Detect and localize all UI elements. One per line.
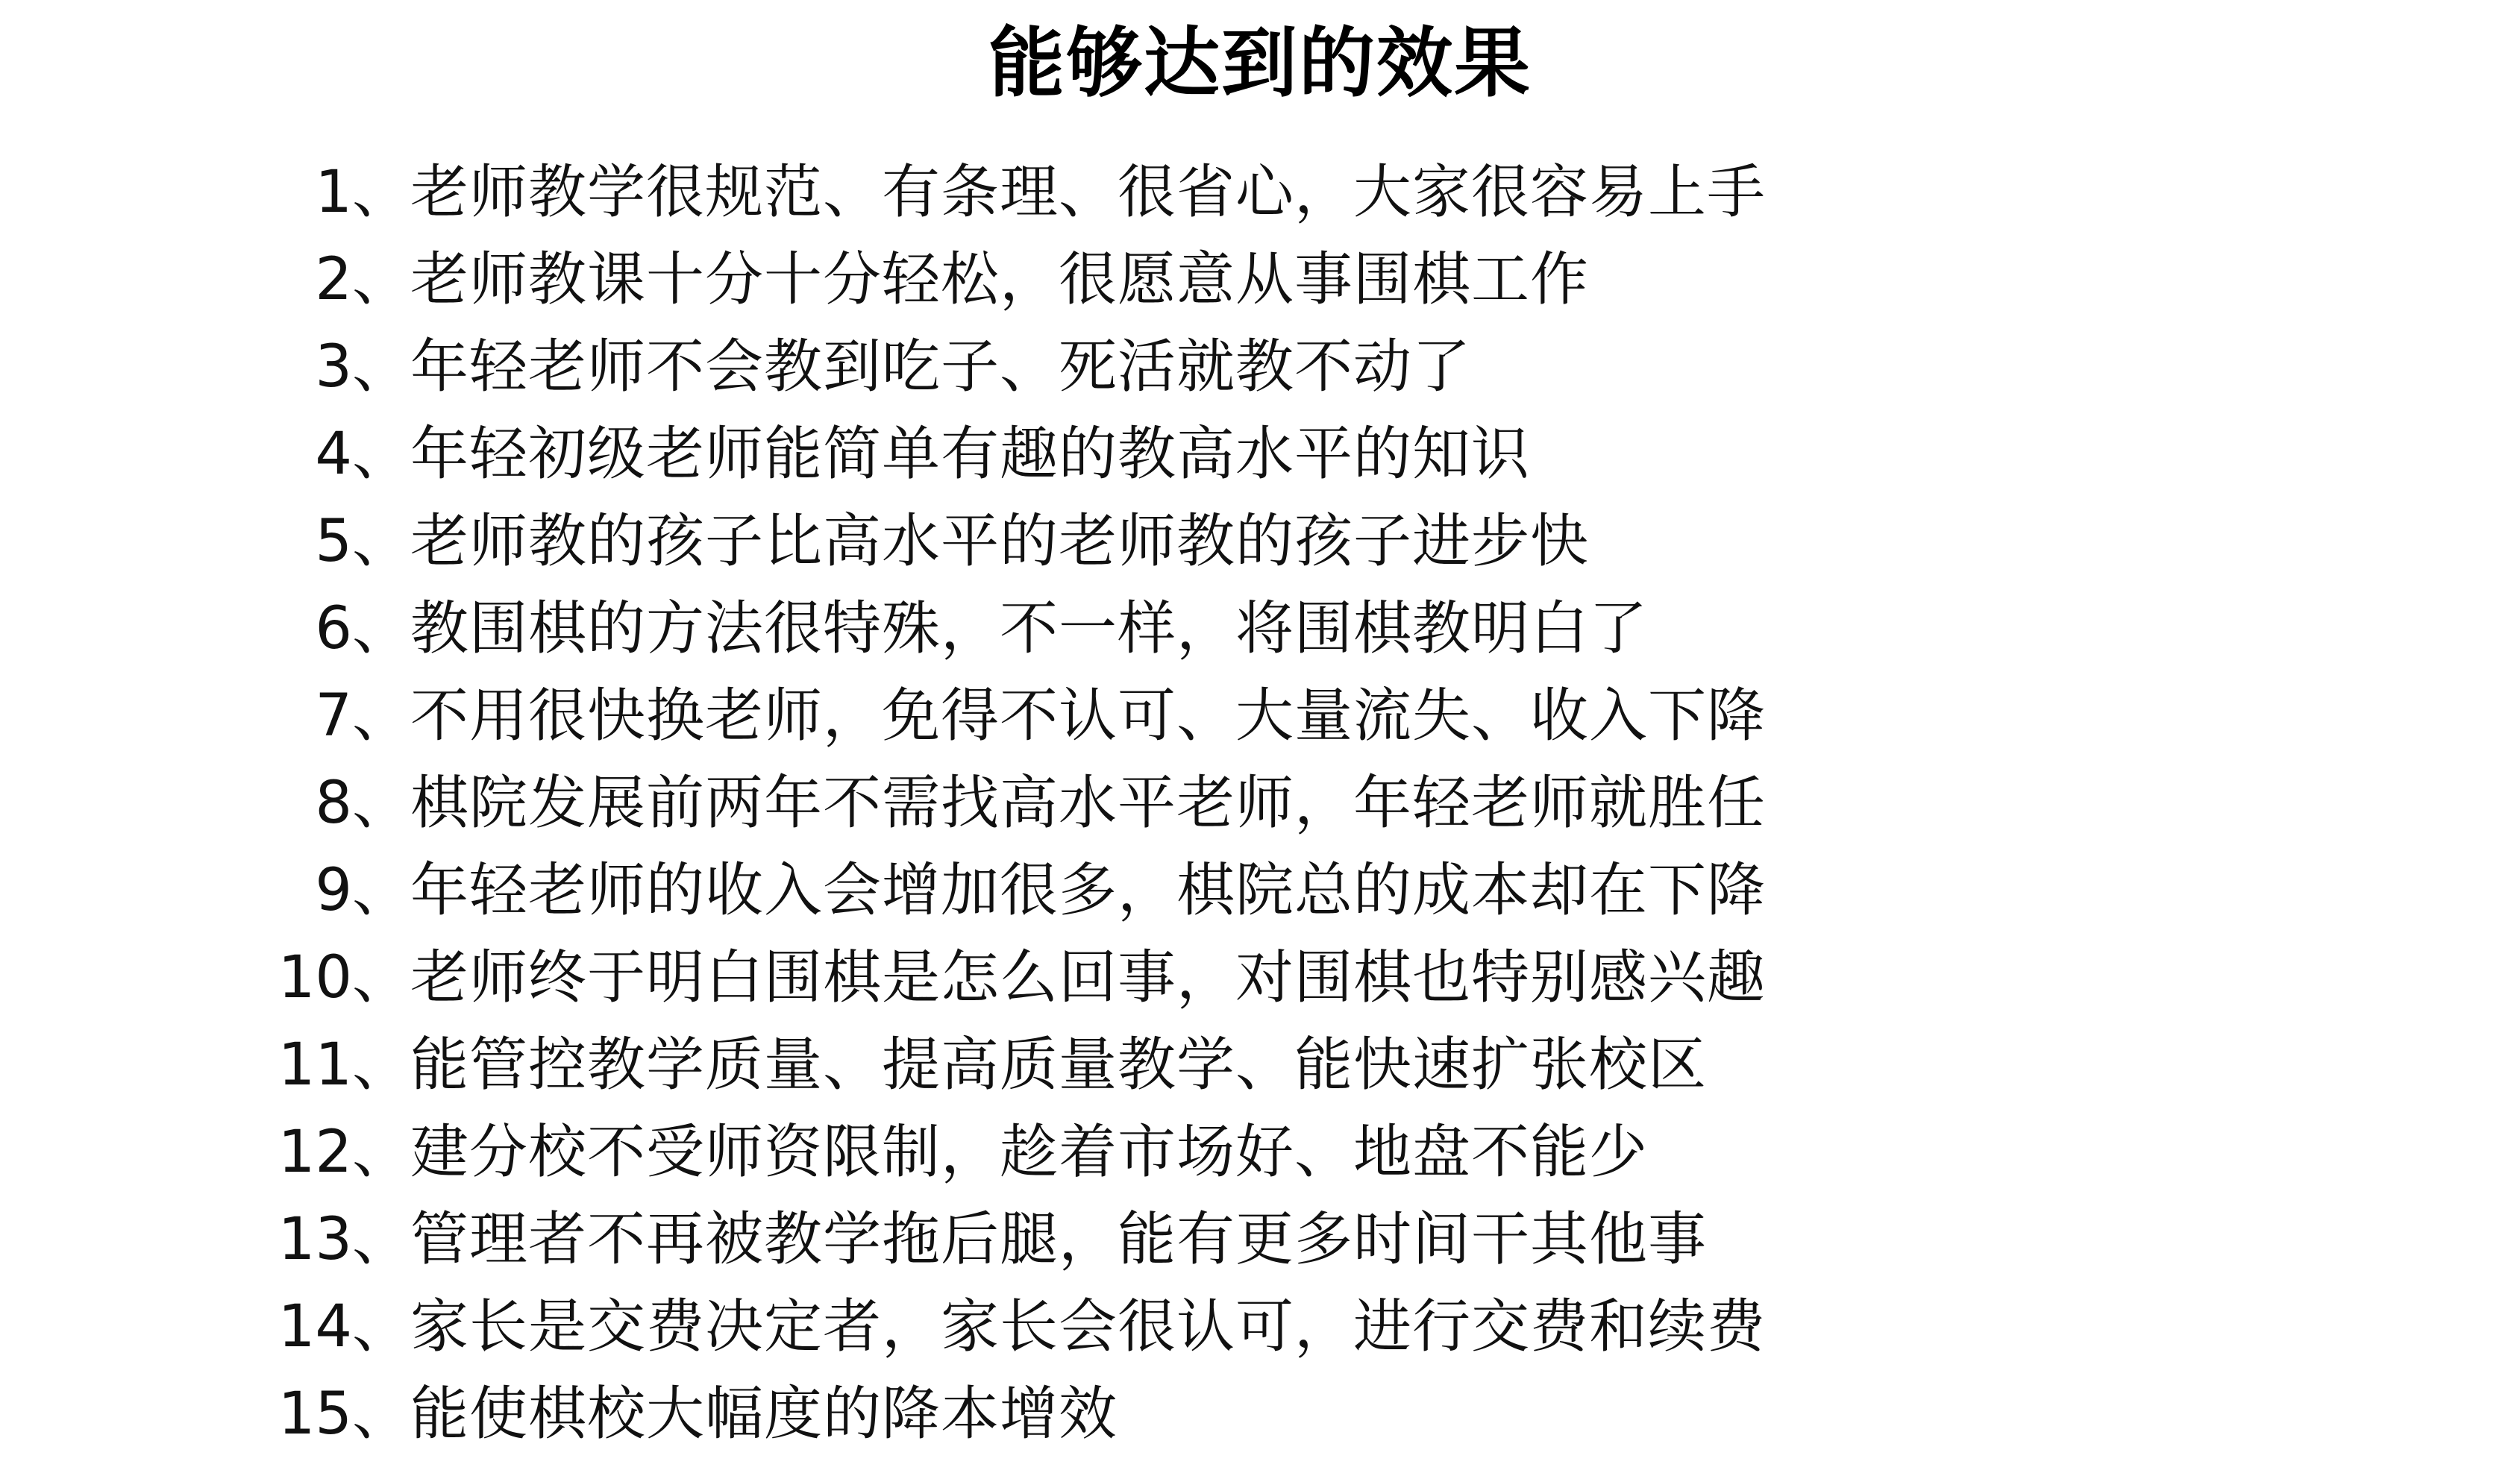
effects-list (269, 149, 1766, 1458)
list-item (269, 760, 1766, 847)
list-item (269, 236, 1766, 324)
item-text: 年轻老师的收入会增加很多，棋院总的成本却在下降 (410, 857, 1767, 924)
item-number: 5、 (315, 508, 410, 575)
item-text: 老师教学很规范、有条理、很省心，大家很容易上手 (410, 159, 1767, 226)
item-text: 棋院发展前两年不需找高水平老师，年轻老师就胜任 (410, 770, 1767, 837)
item-text: 不用很快换老师，免得不认可、大量流失、收入下降 (410, 682, 1767, 750)
list-item (269, 1371, 1766, 1458)
item-text: 年轻老师不会教到吃子、死活就教不动了 (410, 333, 1472, 401)
item-text: 老师教的孩子比高水平的老师教的孩子进步快 (410, 508, 1590, 575)
item-text: 能使棋校大幅度的降本增效 (410, 1381, 1118, 1448)
item-number: 10、 (278, 944, 410, 1011)
item-text: 年轻初级老师能简单有趣的教高水平的知识 (410, 421, 1531, 488)
list-item (269, 847, 1766, 935)
list-item (269, 935, 1766, 1022)
item-number: 2、 (315, 246, 410, 313)
list-item (269, 149, 1766, 236)
list-item (269, 324, 1766, 411)
item-text: 建分校不受师资限制，趁着市场好、地盘不能少 (410, 1119, 1649, 1186)
item-text: 教围棋的方法很特殊，不一样，将围棋教明白了 (410, 595, 1649, 662)
list-item (269, 1284, 1766, 1371)
item-number: 12、 (278, 1119, 410, 1186)
list-item (269, 1196, 1766, 1284)
item-text: 能管控教学质量、提高质量教学、能快速扩张校区 (410, 1031, 1708, 1099)
item-number: 14、 (278, 1293, 410, 1360)
item-number: 7、 (315, 682, 410, 750)
list-item (269, 411, 1766, 498)
list-item (269, 585, 1766, 673)
item-number: 13、 (278, 1206, 410, 1273)
item-number: 6、 (315, 595, 410, 662)
item-number: 3、 (315, 333, 410, 401)
item-number: 1、 (315, 159, 410, 226)
item-number: 4、 (315, 421, 410, 488)
item-number: 15、 (278, 1381, 410, 1448)
list-item (269, 1109, 1766, 1196)
item-text: 老师教课十分十分轻松，很愿意从事围棋工作 (410, 246, 1590, 313)
item-number: 11、 (278, 1031, 410, 1099)
item-number: 8、 (315, 770, 410, 837)
list-item (269, 673, 1766, 760)
item-text: 家长是交费决定者，家长会很认可，进行交费和续费 (410, 1293, 1767, 1360)
item-text: 老师终于明白围棋是怎么回事，对围棋也特别感兴趣 (410, 944, 1767, 1011)
item-number: 9、 (315, 857, 410, 924)
list-item (269, 1022, 1766, 1109)
page-title: 能够达到的效果 (988, 19, 1532, 108)
item-text: 管理者不再被教学拖后腿，能有更多时间干其他事 (410, 1206, 1708, 1273)
list-item (269, 498, 1766, 585)
